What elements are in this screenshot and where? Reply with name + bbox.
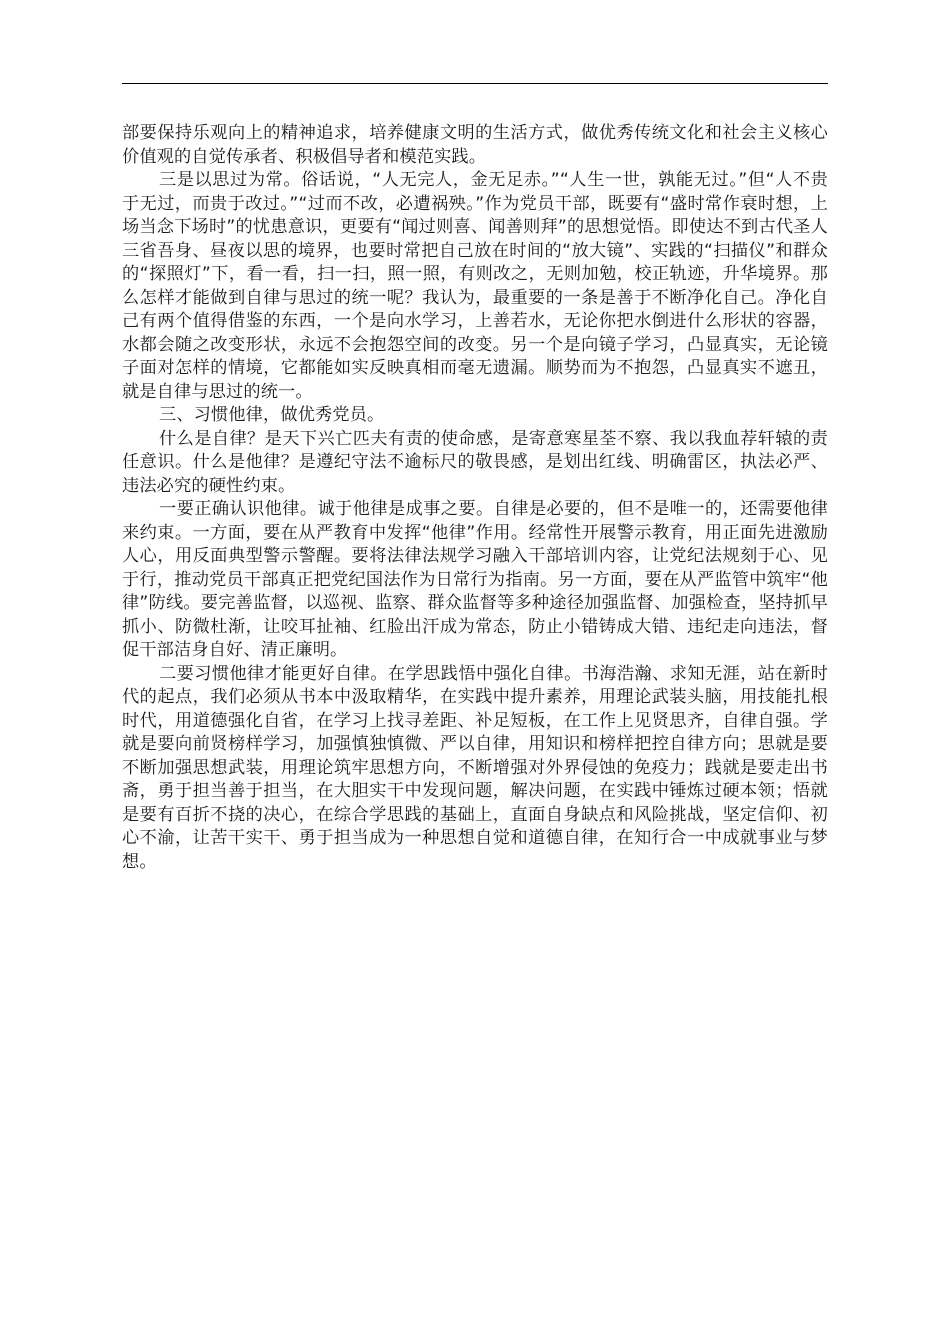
header-rule	[122, 83, 828, 84]
document-body	[122, 122, 828, 874]
paragraph: 一要正确认识他律。诚于他律是成事之要。自律是必要的，但不是唯一的，还需要他律来约束。一方面，要在从严教育中发挥“他律”作用。经常性开展警示教育，用正面先进激励人心，用反面典型警示警醒。要将法律法规学习融入干部培训内容，让党纪法规刻于心、见于行，推动党员干部真正把党纪国法作为日常行为指南。另一方面，要在从严监管中筑牢“他律”防线。要完善监督，以巡视、监察、群众监督等多种途径加强监督、加强检查，坚持抓早抓小、防微杜渐，让咬耳扯袖、红脸出汗成为常态，防止小错铸成大错、违纪走向违法，督促干部洁身自好、清正廉明。	[122, 499, 828, 660]
paragraph: 什么是自律？是天下兴亡匹夫有责的使命感，是寄意寒星荃不察、我以我血荐轩辕的责任意识。什么是他律？是遵纪守法不逾标尺的敬畏感，是划出红线、明确雷区，执法必严、违法必究的硬性约束。	[122, 428, 828, 496]
section-heading: 三、习惯他律，做优秀党员。	[159, 405, 385, 425]
paragraph: 三是以思过为常。俗话说，“人无完人，金无足赤。”“人生一世，孰能无过。”但“人不贵于无过，而贵于改过。”“过而不改，必遭祸殃。”作为党员干部，既要有“盛时常作衰时想，上场当念下场时”的忧患意识，更要有“闻过则喜、闻善则拜”的思想觉悟。即使达不到古代圣人三省吾身、昼夜以思的境界，也要时常把自己放在时间的“放大镜”、实践的“扫描仪”和群众的“探照灯”下，看一看，扫一扫，照一照，有则改之，无则加勉，校正轨迹，升华境界。那么怎样才能做到自律与思过的统一呢？我认为，最重要的一条是善于不断净化自己。净化自己有两个值得借鉴的东西，一个是向水学习，上善若水，无论你把水倒进什么形状的容器，水都会随之改变形状，永远不会抱怨空间的改变。另一个是向镜子学习，凸显真实，无论镜子面对怎样的情境，它都能如实反映真相而毫无遗漏。顺势而为不抱怨，凸显真实不遮丑，就是自律与思过的统一。	[122, 170, 828, 402]
paragraph: 部要保持乐观向上的精神追求，培养健康文明的生活方式，做优秀传统文化和社会主义核心价值观的自觉传承者、积极倡导者和模范实践。	[122, 123, 828, 167]
paragraph: 二要习惯他律才能更好自律。在学思践悟中强化自律。书海浩瀚、求知无涯，站在新时代的起点，我们必须从书本中汲取精华，在实践中提升素养，用理论武装头脑，用技能扎根时代，用道德强化自省，在学习上找寻差距、补足短板，在工作上见贤思齐，自律自强。学就是要向前贤榜样学习，加强慎独慎微、严以自律，用知识和榜样把控自律方向；思就是要不断加强思想武装，用理论筑牢思想方向，不断增强对外界侵蚀的免疫力；践就是要走出书斋，勇于担当善于担当，在大胆实干中发现问题，解决问题，在实践中锤炼过硬本领；悟就是要有百折不挠的决心，在综合学思践的基础上，直面自身缺点和风险挑战，坚定信仰、初心不渝，让苦干实干、勇于担当成为一种思想自觉和道德自律，在知行合一中成就事业与梦想。	[122, 663, 828, 872]
